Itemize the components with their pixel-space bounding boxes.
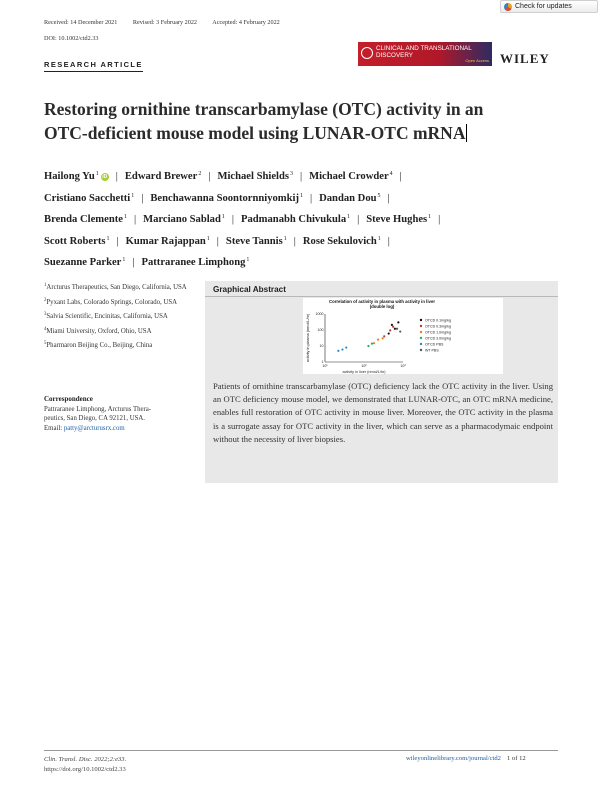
legend-label: OTCD 0.3mg/kg bbox=[425, 324, 451, 329]
x-tick-label: 10³ bbox=[400, 364, 406, 368]
open-access-tag: Open Access bbox=[465, 58, 489, 63]
author-affiliation-sup: 1 bbox=[283, 235, 287, 242]
author-name[interactable]: Edward Brewer$^2$ bbox=[124, 171, 202, 182]
text-cursor bbox=[466, 124, 467, 142]
footer-page: 1 of 12 bbox=[506, 755, 526, 762]
footer-doi[interactable]: https://doi.org/10.1002/ctd2.33 bbox=[44, 765, 126, 773]
scatter-plot-figure[interactable] bbox=[303, 298, 503, 374]
affiliation-sup: 1 bbox=[44, 283, 47, 288]
author-list bbox=[44, 165, 564, 273]
author-affiliation-sup: 4 bbox=[389, 171, 393, 177]
affiliations bbox=[44, 281, 194, 354]
legend-marker bbox=[420, 319, 422, 321]
title-line-2: OTC-deficient mouse model using LUNAR-OTC mRNA bbox=[44, 123, 466, 143]
author-name[interactable]: Hailong Yu$^1$ iD bbox=[44, 171, 108, 182]
correspondence-line1: Pattraranee Limphong, Arcturus Thera- bbox=[44, 406, 152, 413]
author-separator: | bbox=[309, 192, 313, 204]
affiliation-item bbox=[44, 325, 194, 337]
data-point bbox=[388, 332, 390, 334]
legend-label: OTCD PBS bbox=[425, 342, 444, 347]
author-name[interactable]: Michael Shields$^3$ bbox=[217, 171, 293, 182]
legend-label: OTCD 3.0mg/kg bbox=[425, 336, 451, 341]
graphical-abstract-heading: Graphical Abstract bbox=[213, 285, 286, 294]
legend-label: OTCD 0.1mg/kg bbox=[425, 318, 451, 323]
affiliation-item bbox=[44, 310, 194, 322]
author-affiliation-sup: 1 bbox=[131, 192, 135, 199]
correspondence-block bbox=[44, 405, 194, 433]
author-affiliation-sup: 1 bbox=[221, 214, 225, 221]
journal-name-line1: CLINICAL AND TRANSLATIONAL bbox=[376, 45, 472, 52]
chart-title: Correlation of activity in plasma with activity in liver bbox=[328, 299, 436, 304]
data-point bbox=[345, 346, 347, 348]
email-label: Email: bbox=[44, 424, 64, 432]
author-separator: | bbox=[141, 192, 144, 204]
y-tick-label: 100 bbox=[317, 328, 324, 333]
affiliation-text: Salvia Scientific, Encinitas, California, USA bbox=[46, 313, 168, 321]
x-tick-label: 10² bbox=[361, 364, 367, 368]
footer-citation bbox=[44, 755, 126, 774]
legend-marker bbox=[420, 325, 422, 327]
author-name[interactable]: Rose Sekulovich$^1$ bbox=[302, 235, 381, 247]
author-affiliation-sup: 1 bbox=[246, 257, 250, 264]
author-affiliation-sup: 1 bbox=[122, 257, 126, 264]
author-separator: | bbox=[133, 214, 137, 226]
data-point bbox=[367, 345, 369, 347]
data-point bbox=[394, 328, 396, 330]
footer-right bbox=[406, 755, 526, 762]
author-name[interactable]: Benchawanna Soontornniyomkij$^1$ bbox=[150, 192, 303, 204]
author-separator: | bbox=[387, 192, 390, 204]
correspondence-line2: peutics, San Diego, CA 92121, USA. bbox=[44, 415, 146, 423]
author-affiliation-sup: 5 bbox=[377, 192, 381, 199]
revised-date: Revised: 3 February 2022 bbox=[132, 19, 198, 26]
data-point bbox=[391, 324, 393, 326]
x-axis-label: activity in liver (nmol/L/hr) bbox=[342, 370, 386, 374]
email-link[interactable]: patty@arcturusrx.com bbox=[63, 424, 125, 432]
correspondence-heading: Correspondence bbox=[44, 395, 93, 403]
affiliation-item bbox=[44, 339, 194, 351]
article-type: RESEARCH ARTICLE bbox=[44, 60, 143, 72]
affiliation-sup: 4 bbox=[44, 326, 47, 332]
data-point bbox=[389, 329, 391, 331]
affiliation-item bbox=[44, 296, 194, 308]
author-name[interactable]: Scott Roberts$^1$ bbox=[44, 235, 110, 247]
graphical-abstract-text: Patients of ornithine transcarbamylase (OTC) deficiency lack the OTC activity in the liver. Using an OTC deficiency mouse model, we demonstrated that LUNAR-OTC, an OTC mRNA medicine, enables full restoration of OTC activity in mouse liver. Moreover, the OTC activity in the plasma is a surrogate assay for OTC activity in the liver, which can serve as a pharmacodymaic endpoint without the necessity of liver biopsies. bbox=[213, 381, 553, 444]
data-point bbox=[399, 330, 401, 332]
author-affiliation-sup: 1 bbox=[106, 235, 110, 242]
author-name[interactable]: Steve Hughes$^1$ bbox=[366, 214, 432, 226]
author-name[interactable]: Steve Tannis$^1$ bbox=[225, 235, 287, 247]
author-separator: | bbox=[293, 235, 296, 247]
affiliation-sup: 5 bbox=[44, 341, 47, 347]
author-affiliation-sup: 1 bbox=[428, 214, 432, 221]
legend-label: OTCD 1.0mg/kg bbox=[425, 330, 451, 335]
author-name[interactable]: Cristiano Sacchetti$^1$ bbox=[44, 192, 135, 204]
journal-logo-icon bbox=[361, 47, 373, 59]
author-separator: | bbox=[216, 235, 219, 247]
y-axis-label: activity in plasma (nmol/L/hr) bbox=[306, 313, 310, 363]
footer-divider bbox=[44, 750, 558, 751]
author-affiliation-sup: 1 bbox=[377, 235, 381, 242]
legend-marker bbox=[420, 349, 422, 351]
check-updates-label: Check for updates bbox=[515, 3, 572, 10]
scatter-plot bbox=[303, 298, 503, 374]
affiliation-text: Miami University, Oxford, Ohio, USA bbox=[46, 327, 152, 335]
accepted-date: Accepted: 4 February 2022 bbox=[212, 19, 280, 26]
data-point bbox=[383, 335, 385, 337]
author-affiliation-sup: 1 bbox=[347, 214, 351, 221]
footer-journal: Clin. Transl. Disc. 2022;2:e33. bbox=[44, 756, 127, 763]
author-affiliation-sup: 1 bbox=[299, 192, 303, 199]
graphical-abstract-divider bbox=[205, 296, 558, 297]
affiliation-text: Arcturus Therapeutics, San Diego, California, USA bbox=[46, 284, 187, 291]
author-separator: | bbox=[132, 257, 135, 269]
y-tick-label: 10 bbox=[319, 344, 324, 349]
affiliation-sup: 3 bbox=[44, 312, 47, 318]
author-affiliation-sup: 1 bbox=[206, 235, 210, 242]
author-separator: | bbox=[231, 214, 235, 226]
affiliation-text: Pyxant Labs, Colorado Springs, Colorado, USA bbox=[46, 298, 178, 306]
author-separator: | bbox=[438, 214, 441, 226]
author-separator: | bbox=[299, 171, 303, 182]
y-tick-label: 1 bbox=[321, 360, 324, 365]
data-point bbox=[371, 343, 373, 345]
data-point bbox=[397, 321, 399, 323]
data-point bbox=[373, 342, 375, 344]
author-separator: | bbox=[208, 171, 211, 182]
author-name[interactable]: Brenda Clemente$^1$ bbox=[44, 214, 127, 226]
article-dates bbox=[44, 19, 558, 26]
check-for-updates-button[interactable] bbox=[500, 0, 598, 13]
data-point bbox=[341, 348, 343, 350]
data-point bbox=[392, 326, 394, 328]
journal-banner[interactable] bbox=[358, 42, 492, 66]
legend-marker bbox=[420, 331, 422, 333]
legend-marker bbox=[420, 343, 422, 345]
affiliation-text: Pharmaron Beijing Co., Beijing, China bbox=[46, 342, 153, 350]
author-affiliation-sup: 2 bbox=[198, 171, 202, 177]
author-name[interactable]: Kumar Rajappan$^1$ bbox=[125, 235, 210, 247]
data-point bbox=[396, 328, 398, 330]
orcid-icon[interactable]: iD bbox=[102, 174, 108, 180]
author-name[interactable]: Pattraranee Limphong$^1$ bbox=[141, 257, 250, 269]
author-affiliation-sup: 1 bbox=[123, 214, 127, 221]
data-point bbox=[337, 350, 339, 352]
author-separator: | bbox=[116, 235, 119, 247]
received-date: Received: 14 December 2021 bbox=[44, 19, 118, 26]
author-name[interactable]: Dandan Dou$^5$ bbox=[319, 192, 381, 204]
journal-name-line2: DISCOVERY bbox=[376, 52, 413, 59]
publisher-logo[interactable]: WILEY bbox=[500, 51, 550, 66]
author-separator: | bbox=[357, 214, 360, 226]
affiliation-item bbox=[44, 281, 194, 293]
author-affiliation-sup: 1 bbox=[95, 171, 99, 177]
affiliation-sup: 2 bbox=[44, 297, 47, 303]
x-tick-label: 10¹ bbox=[322, 364, 328, 368]
y-tick-label: 1000 bbox=[315, 312, 324, 317]
author-name[interactable]: Marciano Sablad$^1$ bbox=[143, 214, 225, 226]
chart-subtitle: (double log) bbox=[369, 304, 395, 309]
author-separator: | bbox=[399, 171, 402, 182]
author-name[interactable]: Michael Crowder$^4$ bbox=[309, 171, 393, 182]
title-line-1: Restoring ornithine transcarbamylase (OTC) activity in an bbox=[44, 99, 484, 119]
data-point bbox=[377, 339, 379, 341]
article-title bbox=[44, 97, 564, 145]
author-separator: | bbox=[387, 235, 390, 247]
doi[interactable]: DOI: 10.1002/ctd2.33 bbox=[44, 35, 99, 42]
check-updates-icon bbox=[504, 3, 512, 11]
author-affiliation-sup: 3 bbox=[289, 171, 293, 177]
legend-label: WT PBS bbox=[425, 348, 439, 353]
author-separator: | bbox=[115, 171, 118, 182]
footer-site[interactable]: wileyonlinelibrary.com/journal/ctd2 bbox=[406, 755, 501, 762]
data-point bbox=[382, 337, 384, 339]
author-name[interactable]: Padmanabh Chivukula$^1$ bbox=[241, 214, 351, 226]
author-name[interactable]: Suezanne Parker$^1$ bbox=[44, 257, 126, 269]
legend-marker bbox=[420, 337, 422, 339]
